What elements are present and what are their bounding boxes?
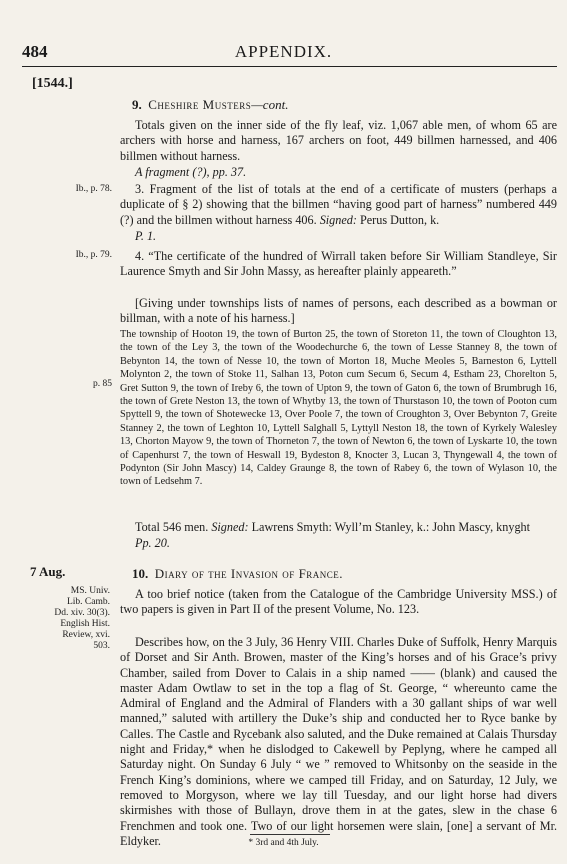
header-rule	[22, 66, 557, 67]
townships-list: The township of Hooton 19, the town of Burton 25, the town of Storeton 11, the town of Cloughton 13, the town of the Ley 3, the town of the Woodechurche 6, the town of Lesse Stanney 8, the town of Bebynton 14, the town of Nesse 10, the town of Morton 18, Muche Meoles 5, Barneston 6, Lyttell Molynton 2, the town of Stoke 11, Salhan 13, Poton cum Secum 6, Secum 4, Estham 23, Chorelton 5, Gret Sutton 9, the town of Ireby 6, the town of Upton 9, the town of Gaton 6, the town of Brumbrugh 16, the town of Grete Neston 13, the town of Whytby 13, the town of Thurstason 10, the town of Pooton cum Spyttell 9, the town of Shotewecke 13, Over Poole 7, the town of Croughton 3, Over Bebynton 7, Greite Stanney 2, the town of Leghton 10, Lyttell Salghall 5, Lyttyll Neston 18, the town of Kyrkely Walesley 13, Chorton Mayow 9, the town of Thorneton 7, the town of Newton 6, the town of Lyskarte 10, the town of Capenhurst 7, the town of Heswall 19, Bydeston 8, Knocter 3, Lucan 3, Thyngewall 4, the town of Podynton (Sir John Mascy) 14, Caldey Graunge 8, the town of Rabey 6, the town of Wylason 10, the town of Ledsehm 7.	[120, 329, 557, 488]
item-3-margin-ref: Ib., p. 78.	[75, 184, 112, 194]
item-3-ref: P. 1.	[135, 229, 157, 243]
margin-ref-line: Review, xvi.	[62, 630, 110, 640]
item-4-margin-ref: Ib., p. 79.	[75, 250, 112, 260]
total-signed-label: Signed:	[211, 520, 249, 534]
entry-10-title: Diary of the Invasion of France.	[154, 566, 344, 581]
item-3-text: 3. Fragment of the list of totals at the end of a certificate of musters (perhaps a duplicate of § 2) showing that the billmen “having good part of harness” numbered 449 (?) and the billmen without harness 406.	[120, 182, 557, 227]
margin-ref-line: MS. Univ.	[70, 586, 110, 596]
total-signed: Lawrens Smyth: Wyll’m Stanley, k.: John Mascy, knyght	[251, 520, 531, 534]
page-number: 484	[22, 42, 48, 61]
entry-10-body: Describes how, on the 3 July, 36 Henry VIII. Charles Duke of Suffolk, Henry Marquis of Dorset and Sir Anth. Browen, master of the King’s horses and of his Grace’s privy Chamber, sailed from Dover to Calais in a ship named —— (blank) and caused the master Adam Owtlaw to set in the top a flag of St. George, “ whereunto came the Admiral of England and the Admiral of Flanders with a 30 gallant ships of war well manned,” saluted with artillery the Duke’s ship and conducted her to Ryce banke by Calles. The Castle and Rycebank also saluted, and the Duke remained at Calais Thursday night and Friday,* when he dislodged to Cakewell by Peplyng, where he camped all Saturday night. On Sunday 6 July “ we ” removed to Whitsonby on the seaside in the French King’s dominions, where we camped till Friday, and on Saturday, 12 July, we removed to Morgyson, where we lay till Tuesday, and our light horse had divers skirmishes with those of Bullayn, drove them in at the gates, slew in the chase 6 Frenchmen and took one. Two of our light horsemen were slain, [one] a servant of Mr. Eldyker.	[120, 635, 557, 848]
margin-ref-line: Dd. xiv. 30(3).	[54, 608, 110, 618]
margin-ref-line: 503.	[93, 641, 110, 651]
item-4-note: [Giving under townships lists of names of persons, each described as a bowman or billman, with a note of his harness.]	[120, 296, 557, 326]
footnote-rule	[250, 834, 330, 835]
entry-10-intro: A too brief notice (taken from the Catalogue of the Cambridge University MSS.) of two papers is given in Part II of the present Volume, No. 123.	[120, 587, 557, 617]
item-3-signed: Perus Dutton, k.	[359, 212, 440, 227]
totals-ref: A fragment (?), pp. 37.	[135, 165, 247, 179]
item-4-paragraph: 4. “The certificate of the hundred of Wirrall taken before Sir William Standleye, Sir Laurence Smyth and Sir John Massy, as hereafter plainly appeareth.”	[120, 249, 557, 279]
total-count: Total 546 men.	[135, 520, 209, 534]
margin-ref-line: English Hist.	[60, 619, 110, 629]
running-title: APPENDIX.	[234, 42, 333, 61]
entry-9-heading	[132, 97, 288, 113]
page-margin-ref: p. 85	[93, 379, 112, 389]
entry-9-title: Cheshire Musters	[148, 97, 252, 112]
totals-paragraph: Totals given on the inner side of the fly leaf, viz. 1,067 able men, of whom 65 are archers with horse and harness, 167 archers on foot, 449 billmen harnessed, and 406 billmen without harness.	[120, 118, 557, 163]
footnote: * 3rd and 4th July.	[248, 838, 319, 848]
entry-10-margin-refs	[54, 586, 110, 652]
item-3-signed-label: Signed:	[319, 212, 357, 227]
entry-9-number: 9.	[132, 97, 142, 112]
item-3-paragraph	[120, 182, 557, 228]
year-label: [1544.]	[32, 76, 73, 91]
entry-9-title-cont: —cont.	[251, 97, 289, 112]
total-ref: Pp. 20.	[135, 536, 170, 550]
total-line	[120, 520, 557, 535]
entry-10-heading	[132, 566, 343, 582]
entry-10-number: 10.	[132, 566, 149, 581]
margin-ref-line: Lib. Camb.	[66, 597, 110, 607]
entry-10-date: 7 Aug.	[30, 564, 66, 579]
